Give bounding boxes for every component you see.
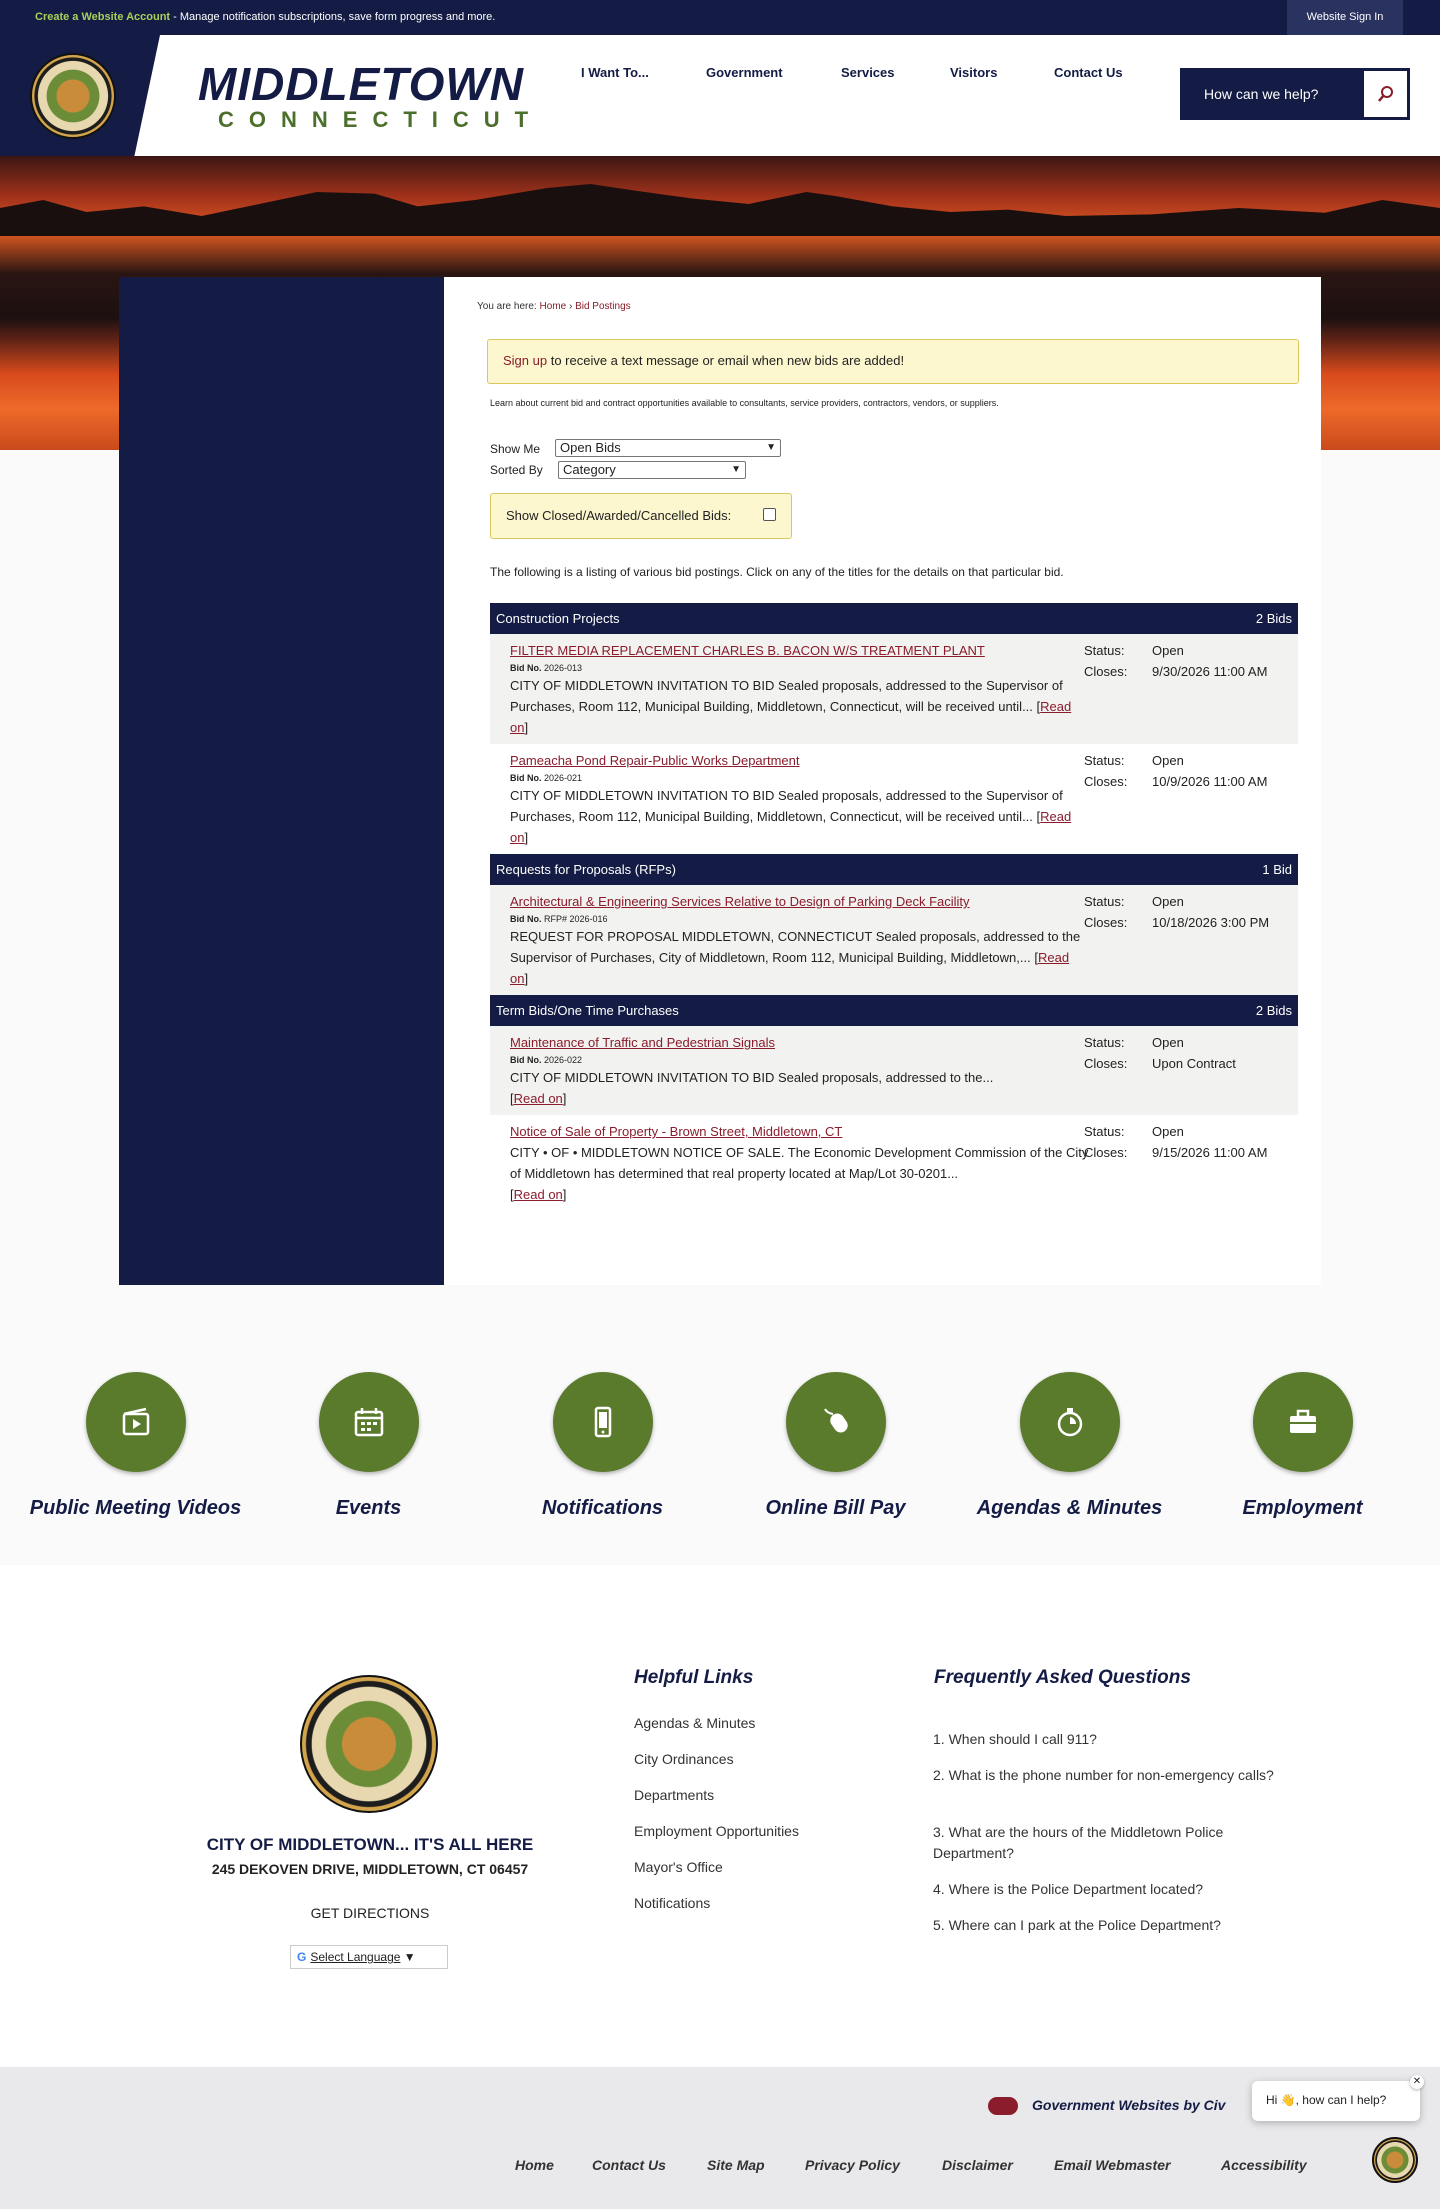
sorted-by-select[interactable] bbox=[558, 461, 746, 479]
quicklink-agendas-minutes[interactable] bbox=[953, 1330, 1186, 1520]
bid-description: CITY • OF • MIDDLETOWN NOTICE OF SALE. The Economic Development Commission of the City of Middletown has determined that real property located at Map/Lot 30-0201... [Read on] bbox=[510, 1145, 1089, 1202]
quicklink-label: Employment bbox=[1242, 1497, 1363, 1519]
bid-status: Status: Open Closes: 10/18/2026 3:00 PM bbox=[1084, 891, 1284, 933]
quicklink-label: Online Bill Pay bbox=[765, 1497, 906, 1519]
helpful-link[interactable]: Notifications bbox=[634, 1895, 711, 1911]
bid-status: Status: Open Closes: 10/9/2026 11:00 AM bbox=[1084, 750, 1284, 792]
quicklink-label: Notifications bbox=[541, 1497, 664, 1519]
nav-contact-us[interactable]: Contact Us bbox=[1054, 65, 1123, 80]
bid-number: Bid No. 2026-022 bbox=[510, 1055, 583, 1065]
quicklink-label: Agendas & Minutes bbox=[976, 1497, 1163, 1519]
nav-i-want-to[interactable]: I Want To... bbox=[581, 65, 649, 80]
listing-intro-text: The following is a listing of various bid postings. Click on any of the titles for the details on that particular bid. bbox=[490, 565, 1064, 579]
breadcrumb-prefix: You are here: bbox=[477, 301, 537, 312]
category-count: 2 Bids bbox=[1255, 611, 1292, 626]
category-header bbox=[490, 854, 1298, 885]
faq-item[interactable]: 3. What are the hours of the Middletown Police Department? bbox=[933, 1824, 1224, 1861]
bid-description: CITY OF MIDDLETOWN INVITATION TO BID Sealed proposals, addressed to the... [Read on] bbox=[510, 1070, 994, 1106]
show-closed-option bbox=[490, 493, 792, 539]
account-notice-text: - Manage notification subscriptions, save form progress and more. bbox=[170, 11, 496, 23]
read-on-link[interactable]: Read on bbox=[510, 809, 1072, 845]
closes-value: 9/30/2026 11:00 AM bbox=[1152, 664, 1268, 679]
stopwatch-icon bbox=[1053, 1405, 1087, 1439]
sorted-by-label: Sorted By bbox=[490, 463, 543, 477]
google-icon: G bbox=[297, 1950, 307, 1964]
show-me-label: Show Me bbox=[490, 442, 541, 456]
bid-row bbox=[490, 885, 1298, 995]
footer-city-seal bbox=[300, 1675, 438, 1813]
faq-item[interactable]: 4. Where is the Police Department located? bbox=[933, 1881, 1204, 1897]
bid-description: CITY OF MIDDLETOWN INVITATION TO BID Sealed proposals, addressed to the Supervisor of Purchases, Room 112, Municipal Building, Middletown, Connecticut, will be received until... [Read on] bbox=[510, 788, 1072, 845]
bid-number: Bid No. RFP# 2026-016 bbox=[510, 914, 608, 924]
mouse-icon bbox=[819, 1405, 853, 1439]
footer-link-privacy-policy[interactable]: Privacy Policy bbox=[805, 2157, 900, 2173]
chatbot-avatar[interactable] bbox=[1372, 2137, 1418, 2183]
helpful-links-title: Helpful Links bbox=[634, 1667, 754, 1688]
nav-visitors[interactable]: Visitors bbox=[950, 65, 998, 80]
show-me-value: Open Bids bbox=[560, 440, 621, 455]
status-value: Open bbox=[1152, 753, 1184, 768]
site-logo-title[interactable]: MIDDLETOWN bbox=[198, 58, 525, 110]
bid-description: CITY OF MIDDLETOWN INVITATION TO BID Sealed proposals, addressed to the Supervisor of Purchases, Room 112, Municipal Building, Middletown, Connecticut, will be received until... [Read on] bbox=[510, 678, 1072, 735]
get-directions-link[interactable]: GET DIRECTIONS bbox=[310, 1905, 430, 1921]
search-button[interactable] bbox=[1364, 71, 1407, 117]
quicklink-label: Events bbox=[335, 1497, 402, 1519]
closes-value: 9/15/2026 11:00 AM bbox=[1152, 1145, 1268, 1160]
breadcrumb bbox=[477, 301, 631, 312]
footer-link-home[interactable]: Home bbox=[515, 2157, 554, 2173]
chat-bubble[interactable] bbox=[1252, 2076, 1422, 2121]
site-footer bbox=[0, 1565, 1440, 2067]
civicplus-logo-icon bbox=[988, 2097, 1018, 2115]
select-language-link[interactable]: Select Language bbox=[310, 1950, 401, 1964]
bid-number: Bid No. 2026-013 bbox=[510, 663, 583, 673]
footer-link-site-map[interactable]: Site Map bbox=[707, 2157, 765, 2173]
bid-description: REQUEST FOR PROPOSAL MIDDLETOWN, CONNECTICUT Sealed proposals, addressed to the Supervisor of Purchases, City of Middletown, Room 112, Municipal Building, Middletown,... [Read on] bbox=[510, 929, 1081, 986]
faq-title: Frequently Asked Questions bbox=[934, 1667, 1191, 1688]
signup-notice bbox=[487, 339, 1299, 384]
site-logo-subtitle[interactable]: CONNECTICUT bbox=[218, 107, 544, 132]
bid-title-link[interactable]: Architectural & Engineering Services Relative to Design of Parking Deck Facility bbox=[510, 894, 970, 909]
bid-number: Bid No. 2026-021 bbox=[510, 773, 583, 783]
footer-link-contact-us[interactable]: Contact Us bbox=[592, 2157, 666, 2173]
category-count: 2 Bids bbox=[1255, 1003, 1292, 1018]
select-language-widget[interactable] bbox=[290, 1945, 448, 1969]
helpful-link[interactable]: Departments bbox=[634, 1787, 715, 1803]
footer-bottom-bar bbox=[0, 2067, 1440, 2209]
category-name: Construction Projects bbox=[496, 611, 620, 626]
bid-status: Status: Open Closes: Upon Contract bbox=[1084, 1032, 1284, 1074]
read-on-link[interactable]: Read on bbox=[513, 1187, 563, 1202]
footer-link-disclaimer[interactable]: Disclaimer bbox=[942, 2157, 1013, 2173]
quick-links bbox=[0, 1330, 1440, 1560]
status-value: Open bbox=[1152, 894, 1184, 909]
signup-notice-text: to receive a text message or email when new bids are added! bbox=[547, 353, 905, 368]
top-bar bbox=[0, 0, 1440, 35]
bid-status: Status: Open Closes: 9/30/2026 11:00 AM bbox=[1084, 640, 1284, 682]
quicklink-public-meeting-videos[interactable] bbox=[19, 1330, 252, 1520]
closes-value: Upon Contract bbox=[1152, 1056, 1236, 1071]
video-icon bbox=[119, 1405, 153, 1439]
search-icon bbox=[1377, 85, 1395, 103]
read-on-link[interactable]: Read on bbox=[510, 699, 1072, 735]
chevron-down-icon: ▼ bbox=[766, 442, 776, 453]
nav-services[interactable]: Services bbox=[841, 65, 895, 80]
bid-listing-table bbox=[490, 603, 1298, 1211]
left-sidebar bbox=[119, 277, 444, 1285]
site-header bbox=[0, 35, 1440, 156]
account-notice bbox=[35, 11, 495, 23]
breadcrumb-current[interactable]: Bid Postings bbox=[575, 301, 631, 312]
bid-row bbox=[490, 744, 1298, 854]
bid-title-link[interactable]: Notice of Sale of Property - Brown Street, Middletown, CT bbox=[510, 1124, 843, 1139]
faq-item[interactable]: 5. Where can I park at the Police Department? bbox=[933, 1917, 1221, 1933]
chat-greeting: Hi 👋, how can I help? bbox=[1266, 2093, 1387, 2107]
skyline-silhouette bbox=[0, 176, 1440, 256]
category-header bbox=[490, 995, 1298, 1026]
sorted-by-value: Category bbox=[563, 462, 616, 477]
bid-row bbox=[490, 634, 1298, 744]
bid-status: Status: Open Closes: 9/15/2026 11:00 AM bbox=[1084, 1121, 1284, 1163]
helpful-link[interactable]: Mayor's Office bbox=[634, 1859, 723, 1875]
show-closed-checkbox[interactable] bbox=[763, 508, 776, 521]
footer-tagline: CITY OF MIDDLETOWN... IT'S ALL HERE bbox=[206, 1835, 534, 1854]
nav-government[interactable]: Government bbox=[706, 65, 783, 80]
city-seal-logo[interactable] bbox=[30, 53, 116, 139]
quicklink-events[interactable] bbox=[252, 1330, 485, 1520]
quicklink-notifications[interactable] bbox=[486, 1330, 719, 1520]
bid-row bbox=[490, 1115, 1298, 1211]
bids-intro-text: Learn about current bid and contract opportunities available to consultants, service providers, contractors, vendors, or suppliers. bbox=[490, 398, 999, 408]
helpful-link[interactable]: City Ordinances bbox=[634, 1751, 734, 1767]
status-value: Open bbox=[1152, 1124, 1184, 1139]
bid-title-link[interactable]: FILTER MEDIA REPLACEMENT CHARLES B. BACON W/S TREATMENT PLANT bbox=[510, 643, 985, 658]
show-me-select[interactable] bbox=[555, 439, 781, 457]
site-search[interactable] bbox=[1180, 68, 1410, 120]
helpful-link[interactable]: Employment Opportunities bbox=[634, 1823, 799, 1839]
category-count: 1 Bid bbox=[1262, 862, 1292, 877]
show-closed-label: Show Closed/Awarded/Cancelled Bids: bbox=[506, 508, 732, 523]
category-name: Requests for Proposals (RFPs) bbox=[496, 862, 676, 877]
phone-icon bbox=[586, 1405, 620, 1439]
faq-item[interactable]: 1. When should I call 911? bbox=[933, 1731, 1097, 1747]
closes-value: 10/18/2026 3:00 PM bbox=[1152, 915, 1270, 930]
footer-link-email-webmaster[interactable]: Email Webmaster bbox=[1054, 2157, 1171, 2173]
bid-title-link[interactable]: Maintenance of Traffic and Pedestrian Signals bbox=[510, 1035, 775, 1050]
civicplus-credit[interactable]: Government Websites by Civ bbox=[988, 2097, 1225, 2115]
read-on-link[interactable]: Read on bbox=[510, 950, 1070, 986]
status-value: Open bbox=[1152, 1035, 1184, 1050]
footer-address: 245 DEKOVEN DRIVE, MIDDLETOWN, CT 06457 bbox=[211, 1861, 529, 1877]
search-input[interactable]: How can we help? bbox=[1204, 86, 1319, 102]
calendar-icon bbox=[352, 1405, 386, 1439]
create-account-link[interactable]: Create a Website Account bbox=[35, 11, 171, 23]
category-name: Term Bids/One Time Purchases bbox=[496, 1003, 679, 1018]
quicklink-online-bill-pay[interactable] bbox=[719, 1330, 952, 1520]
quicklink-employment[interactable] bbox=[1186, 1330, 1419, 1520]
category-header bbox=[490, 603, 1298, 634]
breadcrumb-separator: › bbox=[568, 301, 573, 312]
chevron-down-icon: ▼ bbox=[731, 464, 741, 475]
closes-value: 10/9/2026 11:00 AM bbox=[1152, 774, 1268, 789]
bid-title-link[interactable]: Pameacha Pond Repair-Public Works Department bbox=[510, 753, 800, 768]
breadcrumb-home[interactable]: Home bbox=[539, 301, 567, 312]
read-on-link[interactable]: Read on bbox=[513, 1091, 563, 1106]
website-sign-in-button[interactable]: Website Sign In bbox=[1287, 0, 1403, 35]
briefcase-icon bbox=[1286, 1405, 1320, 1439]
faq-item[interactable]: 2. What is the phone number for non-emergency calls? bbox=[933, 1767, 1274, 1783]
status-value: Open bbox=[1152, 643, 1184, 658]
bid-row bbox=[490, 1026, 1298, 1115]
close-icon[interactable]: ✕ bbox=[1410, 2075, 1424, 2089]
quicklink-label: Public Meeting Videos bbox=[29, 1497, 242, 1519]
main-content bbox=[444, 277, 1321, 1285]
sign-up-link[interactable]: Sign up bbox=[503, 353, 548, 368]
chevron-down-icon: ▼ bbox=[403, 1950, 416, 1964]
footer-link-accessibility[interactable]: Accessibility bbox=[1221, 2157, 1307, 2173]
helpful-link[interactable]: Agendas & Minutes bbox=[634, 1715, 756, 1731]
